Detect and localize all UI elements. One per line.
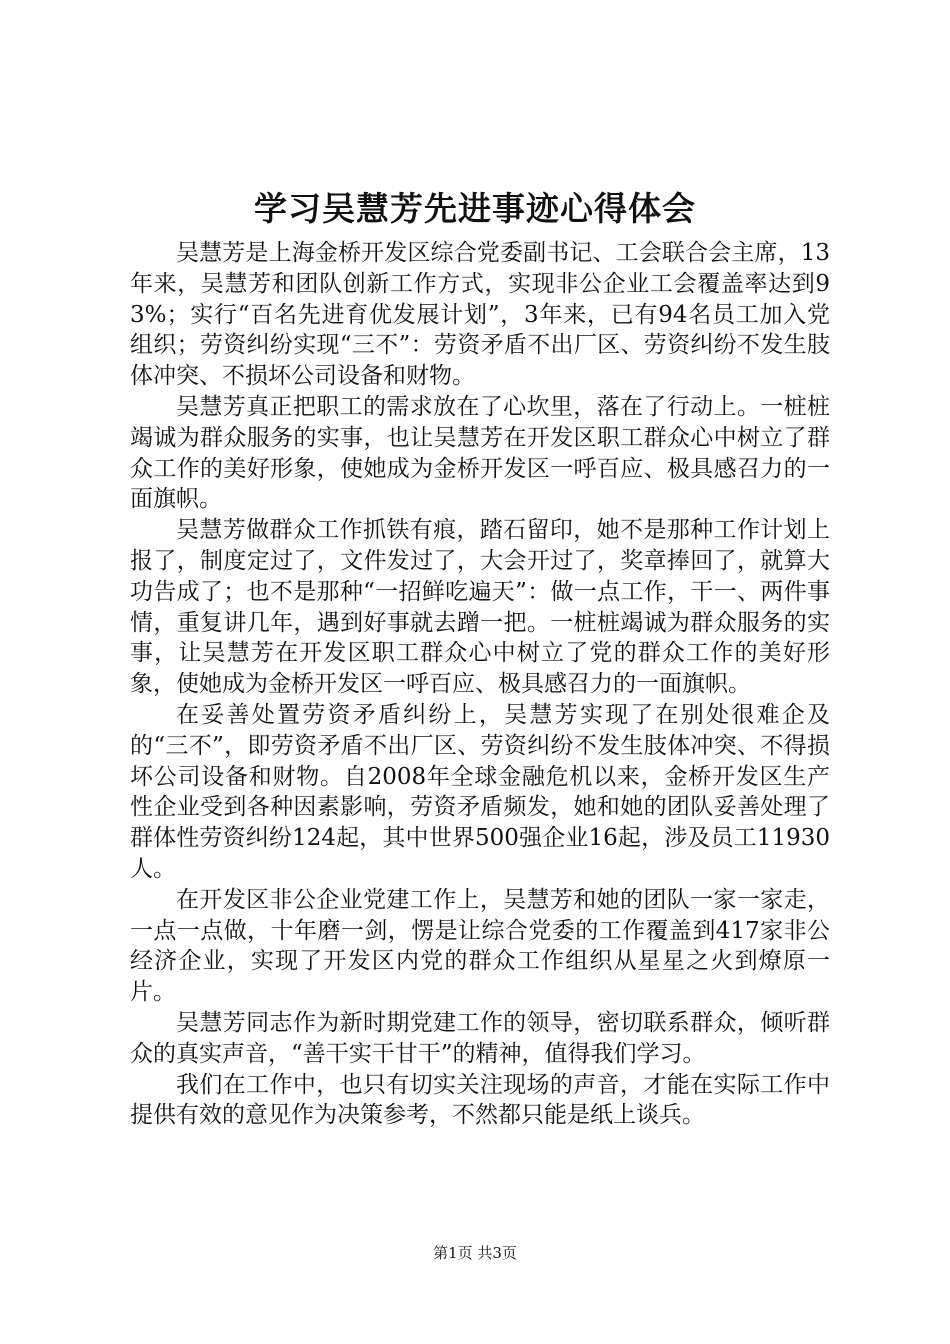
paragraph-2: 吴慧芳真正把职工的需求放在了心坎里，落在了行动上。一桩桩竭诚为群众服务的实事，也让吴慧芳在开发区职工群众心中树立了群众工作的美好形象，使她成为金桥开发区一呼百应、极具感召力的一面旗帜。 (130, 393, 830, 513)
document-body (130, 238, 830, 1131)
page-number-footer: 第1页 共3页 (433, 1244, 517, 1262)
paragraph-7: 我们在工作中，也只有切实关注现场的声音，才能在实际工作中提供有效的意见作为决策参考，不然都只能是纸上谈兵。 (130, 1071, 830, 1129)
paragraph-6: 吴慧芳同志作为新时期党建工作的领导，密切联系群众，倾听群众的真实声音，“善干实干甘干”的精神，值得我们学习。 (130, 1009, 830, 1067)
document-title: 学习吴慧芳先进事迹心得体会 (254, 189, 696, 228)
paragraph-5: 在开发区非公企业党建工作上，吴慧芳和她的团队一家一家走，一点一点做，十年磨一剑，愣是让综合党委的工作覆盖到417家非公经济企业，实现了开发区内党的群众工作组织从星星之火到燎原一片。 (130, 886, 830, 1006)
paragraph-3: 吴慧芳做群众工作抓铁有痕，踏石留印，她不是那种工作计划上报了，制度定过了，文件发过了，大会开过了，奖章捧回了，就算大功告成了；也不是那种“一招鲜吃遍天”：做一点工作，干一、两件事情，重复讲几年，遇到好事就去蹭一把。一桩桩竭诚为群众服务的实事，让吴慧芳在开发区职工群众心中树立了党的群众工作的美好形象，使她成为金桥开发区一呼百应、极具感召力的一面旗帜。 (130, 517, 830, 698)
paragraph-1: 吴慧芳是上海金桥开发区综合党委副书记、工会联合会主席，13年来，吴慧芳和团队创新工作方式，实现非公企业工会覆盖率达到93%；实行“百名先进育优发展计划”，3年来，已有94名员工加入党组织；劳资纠纷实现“三不”：劳资矛盾不出厂区、劳资纠纷不发生肢体冲突、不损坏公司设备和财物。 (130, 240, 830, 390)
paragraph-4: 在妥善处置劳资矛盾纠纷上，吴慧芳实现了在别处很难企及的“三不”，即劳资矛盾不出厂区、劳资纠纷不发生肢体冲突、不得损坏公司设备和财物。自2008年全球金融危机以来，金桥开发区生产性企业受到各种因素影响，劳资矛盾频发，她和她的团队妥善处理了群体性劳资纠纷124起，其中世界500强企业16起，涉及员工11930人。 (130, 701, 830, 882)
